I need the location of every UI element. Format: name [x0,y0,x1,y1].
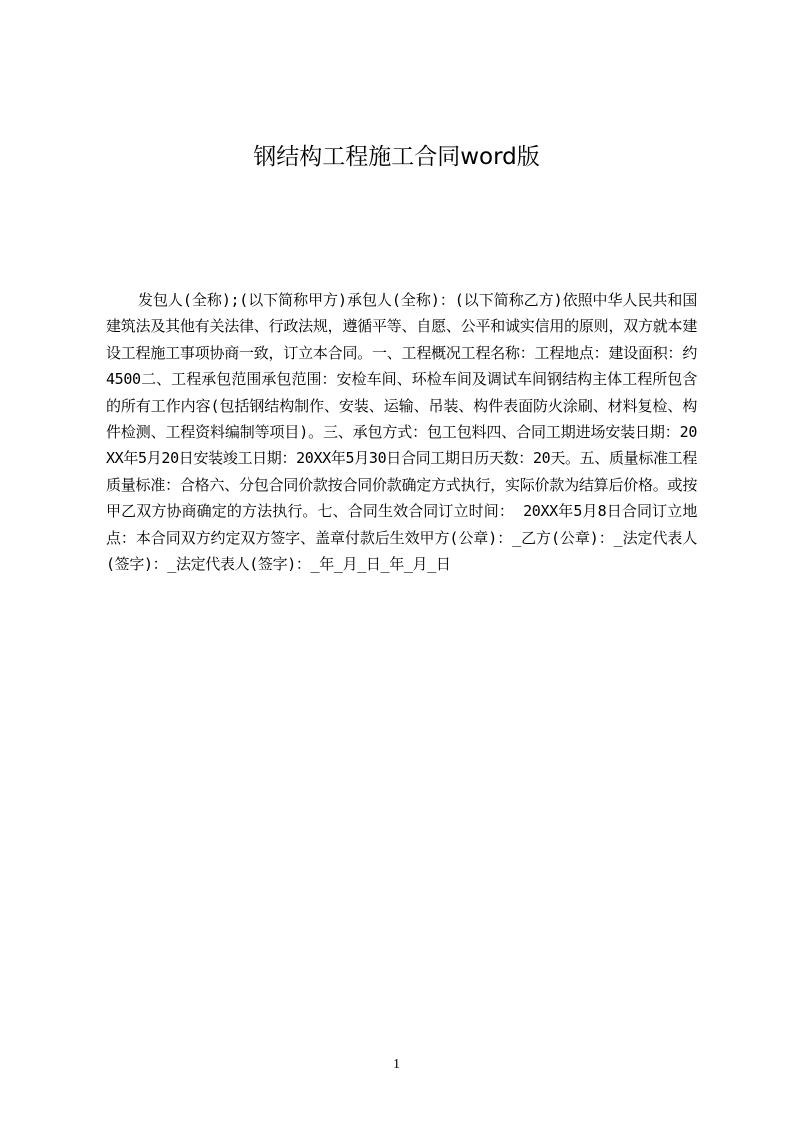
contract-body-paragraph: 发包人(全称);(以下简称甲方)承包人(全称)：(以下简称乙方)依照中华人民共和国建筑法及其他有关法律、行政法规，遵循平等、自愿、公平和诚实信用的原则，双方就本建设工程施工事项协商一致，订立本合同。一、工程概况工程名称：工程地点：建设面积：约4500二、工程承包范围承包范围：安检车间、环检车间及调试车间钢结构主体工程所包含的所有工作内容(包括钢结构制作、安装、运输、吊装、构件表面防火涂刷、材料复检、构件检测、工程资料编制等项目)。三、承包方式：包工包料四、合同工期进场安装日期：20XX年5月20日安装竣工日期：20XX年5月30日合同工期日历天数：20天。五、质量标准工程质量标准：合格六、分包合同价款按合同价款确定方式执行，实际价款为结算后价格。或按甲乙双方协商确定的方法执行。七、合同生效合同订立时间： 20XX年5月8日合同订立地点：本合同双方约定双方签字、盖章付款后生效甲方(公章)：_乙方(公章)：_法定代表人(签字)：_法定代表人(签字)：_年_月_日_年_月_日 [106,291,697,574]
document-title: 钢结构工程施工合同word版 [253,144,540,170]
page-number: 1 [393,1057,400,1072]
